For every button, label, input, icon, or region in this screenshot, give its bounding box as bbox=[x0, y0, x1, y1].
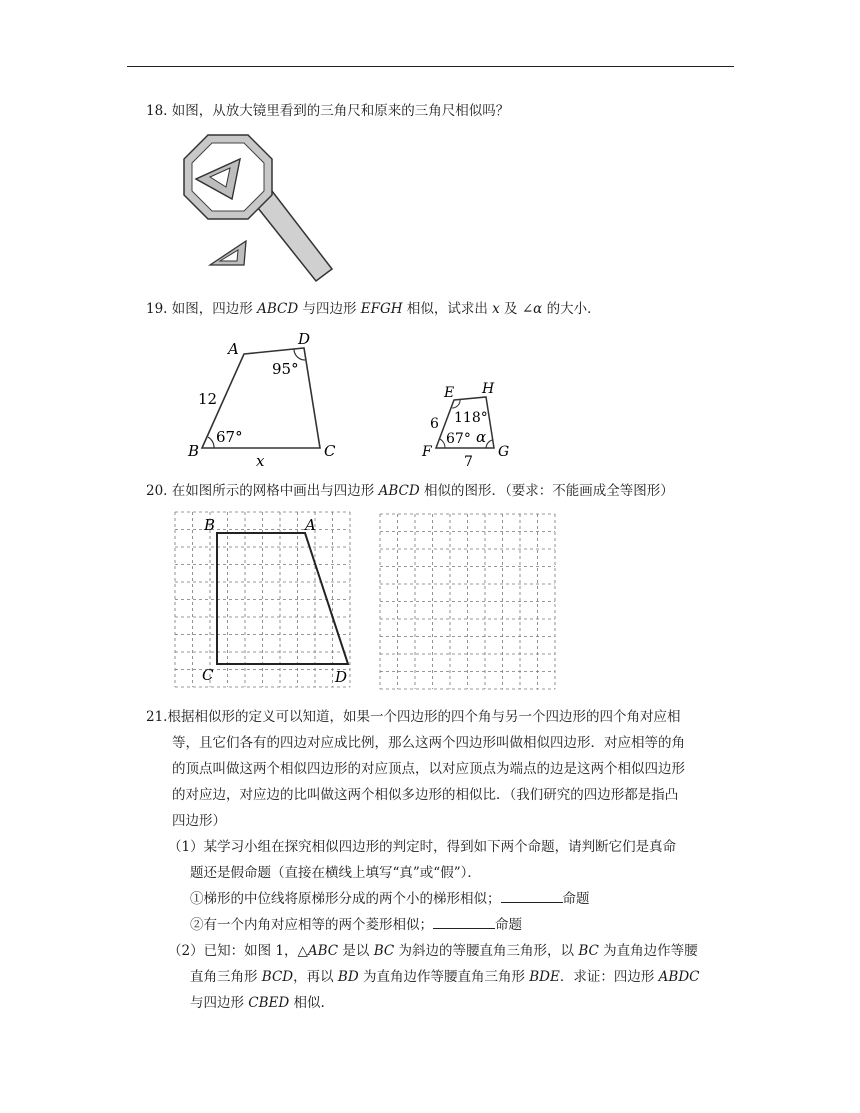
vertex-c-label: C bbox=[324, 442, 336, 460]
grid-vertex-c-label: C bbox=[202, 666, 214, 684]
question-number: 20. bbox=[146, 483, 168, 499]
q21-line-3: 的顶点叫做这两个相似四边形的对应顶点，以对应顶点为端点的边是这两个相似四边形 bbox=[172, 761, 685, 777]
vertex-a-label: A bbox=[228, 340, 239, 358]
grid-vertex-b-label: B bbox=[204, 516, 216, 534]
q21-part1-line-2: 题还是假命题（直接在横线上填写“真”或“假”）． bbox=[190, 865, 481, 881]
q21-line-5: 四边形） bbox=[172, 813, 226, 829]
question-19: 19. 如图，四边形 ABCD 与四边形 EFGH 相似，试求出 x 及 ∠α 的大小． bbox=[146, 301, 601, 317]
question-number: 18. bbox=[146, 103, 168, 119]
grid-vertex-d-label: D bbox=[335, 668, 348, 686]
answer-blank-1[interactable] bbox=[501, 888, 563, 903]
vertex-h-label: H bbox=[482, 381, 495, 397]
q21-line-4: 的对应边，对应边的比叫做这两个相似多边形的相似比．（我们研究的四边形都是指凸 bbox=[172, 787, 679, 803]
q21-part2-line-2: 直角三角形 BCD，再以 BD 为直角边作等腰直角三角形 BDE．求证：四边形 ABDC bbox=[190, 969, 700, 985]
angle-b-label: 67° bbox=[216, 428, 243, 446]
vertex-e-label: E bbox=[444, 385, 455, 401]
question-number: 19. bbox=[146, 301, 168, 317]
question-21 bbox=[146, 704, 746, 1016]
answer-blank-2[interactable] bbox=[433, 914, 495, 929]
vertex-g-label: G bbox=[498, 444, 510, 460]
q21-item-2: ②有一个内角对应相等的两个菱形相似； 命题 bbox=[146, 912, 746, 938]
angle-f-label: 67° bbox=[446, 431, 471, 447]
q21-part1-line-1: （1）某学习小组在探究相似四边形的判定时，得到如下两个命题，请判断它们是真命 bbox=[168, 839, 677, 855]
quadrilateral-abcd-figure bbox=[186, 330, 356, 470]
quadrilateral-efgh-figure bbox=[420, 378, 530, 468]
angle-g-label: α bbox=[476, 428, 487, 446]
grid-with-abcd bbox=[172, 510, 362, 690]
empty-answer-grid bbox=[378, 512, 558, 692]
vertex-b-label: B bbox=[188, 442, 200, 460]
q21-part2-line-3: 与四边形 CBED 相似. bbox=[190, 995, 325, 1011]
magnifier-figure bbox=[176, 133, 336, 283]
grid-vertex-a-label: A bbox=[305, 516, 316, 534]
vertex-f-label: F bbox=[422, 444, 432, 460]
side-fg-label: 7 bbox=[464, 454, 473, 470]
side-ef-label: 6 bbox=[430, 416, 439, 432]
header-rule bbox=[127, 66, 734, 67]
side-ab-label: 12 bbox=[198, 390, 218, 408]
side-bc-label: x bbox=[256, 452, 265, 470]
q21-part2-line-1: （2）已知：如图 1，△ABC 是以 BC 为斜边的等腰直角三角形，以 BC 为直角边作等腰 bbox=[168, 943, 698, 959]
q21-line-2: 等，且它们各有的四边对应成比例，那么这两个四边形叫做相似四边形．对应相等的角 bbox=[172, 735, 685, 751]
angle-e-label: 118° bbox=[454, 410, 488, 426]
question-18 bbox=[146, 102, 509, 120]
q21-line-1: 21.根据相似形的定义可以知道，如果一个四边形的四个角与另一个四边形的四个角对应相 bbox=[146, 709, 681, 725]
question-text: 如图，从放大镜里看到的三角尺和原来的三角尺相似吗？ bbox=[171, 103, 510, 119]
vertex-d-label: D bbox=[298, 330, 311, 348]
question-number: 21. bbox=[146, 709, 168, 725]
angle-d-label: 95° bbox=[272, 360, 299, 378]
question-20: 20. 在如图所示的网格中画出与四边形 ABCD 相似的图形．（要求：不能画成全等图形） bbox=[146, 483, 674, 499]
q21-item-1: ①梯形的中位线将原梯形分成的两个小的梯形相似； 命题 bbox=[146, 886, 746, 912]
